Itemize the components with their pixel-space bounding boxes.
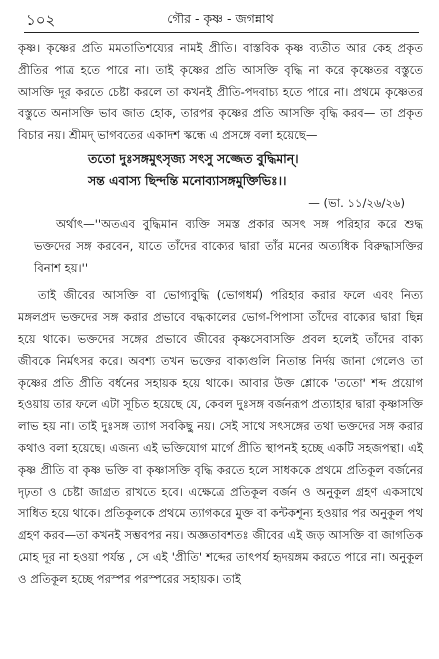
verse-line-1: ততো দুঃসঙ্গমুৎসৃজ্য সৎসু সজ্জেত বুদ্ধিমান্। [88,150,299,166]
verse-citation: — (ভা. ১১/২৬/২৬) [308,195,405,210]
page-header [20,6,421,28]
running-title: গৌর - কৃষ্ণ - জগন্নাথ [167,11,274,26]
page-body [18,38,423,591]
sanskrit-verse [18,148,423,192]
verse-line-2: সন্ত এবাস্য ছিন্দন্তি মনোব্যাসঙ্গমুক্তিভিঃ।। [88,172,287,188]
verse-translation: অর্থাৎ—''অতএব বুদ্ধিমান ব্যক্তি সমস্ত প্রকার অসৎ সঙ্গ পরিহার করে শুদ্ধ ভক্তদের সঙ্গ করবেন, যাতে তাঁদের বাক্যের দ্বারা তাঁর মনের অত্যধিক বিরুদ্ধাসক্তির বিনাশ হয়।'' [34,216,423,275]
paragraph-main: তাই জীবের আসক্তি বা ভোগ্যবুদ্ধি (ভোগধর্ম) পরিহার করার ফলে এবং নিত্য মঙ্গলপ্রদ ভক্তদের সঙ্গ করার প্রভাবে বদ্ধকালের ভোগ-পিপাসা তাঁদের বাক্যের দ্বারা ছিন্ন হয়ে থাকে। ভক্তদের সঙ্গের প্রভাবে জীবের কৃষ্ণসেবাসক্তি প্রবল হলেই তাঁদের বাক্য জীবকে নির্মৎসর করে। অবশ্য তখন ভক্তের বাক্যগুলি নিতান্ত নির্দয় জানা গেলেও তা কৃষ্ণের প্রতি প্রীতি বর্ধনের সহায়ক হয়ে থাকে। আবার উক্ত শ্লোকে 'ততো' শব্দ প্রয়োগ হওয়ায় তার ফলে এটা সূচিত হয়েছে যে, কেবল দুঃসঙ্গ বর্জনরূপ প্রত্যাহার দ্বারা কৃষ্ণাসক্তি লাভ হয় না। তাই দুঃসঙ্গ ত্যাগ সবকিছু নয়। সেই সাথে সৎসঙ্গের তথা ভক্তদের সঙ্গ করার কথাও বলা হয়েছে। এজন্য এই ভক্তিযোগ মার্গে প্রীতি স্থাপনই হচ্ছে একটি সহজপন্থা। এই কৃষ্ণ প্রীতি বা কৃষ্ণ ভক্তি বা কৃষ্ণাসক্তি বৃদ্ধি করতে হলে সাধককে প্রথমে প্রতিকূল বর্জনের দৃঢ়তা ও চেষ্টা জাগ্রত রাখতে হবে। এক্ষেত্রে প্রতিকূল বর্জন ও অনুকূল গ্রহণ একসাথে সাধিত হয়ে থাকে। প্রতিকূলকে প্রথমে ত্যাগকরে মুক্ত বা কন্টকশূন্য হওয়ার পর অনুকূল পথ গ্রহণ করব—তা কখনই সম্ভবপর নয়। অজ্ঞতাবশতঃ জীবের এই জড় আসক্তি বা জাগতিক মোহ দূর না হওয়া পর্যন্ত , সে এই 'প্রীতি' শব্দের তাৎপর্য হৃদয়ঙ্গম করতে পারে না। অনুকূল ও প্রতিকূল হচ্ছে পরস্পর পরস্পরের সহায়ক। তাই [18,288,423,586]
page-number: ১০২ [26,11,56,29]
paragraph-opening: কৃষ্ণ। কৃষ্ণের প্রতি মমতাতিশয্যের নামই প্রীতি। বাস্তবিক কৃষ্ণ ব্যতীত আর কেহ প্রকৃত প্রীতির পাত্র হতে পারে না। তাই কৃষ্ণের প্রতি আসক্তি বৃদ্ধি না করে কৃষ্ণেতর বস্তুতে আসক্তি দূর করতে চেষ্টা করলে তা কখনই প্রীতি-পদবাচ্য হতে পারে না। প্রথমে কৃষ্ণেতর বস্তুতে অনাসক্তি ভাব জাত হোক, তারপর কৃষ্ণের প্রতি আসক্তি বৃদ্ধি করব— তা প্রকৃত বিচার নয়। শ্রীমদ্ ভাগবতের একাদশ স্কন্ধে এ প্রসঙ্গে বলা হয়েছে— [18,41,423,143]
header-rule [24,32,419,33]
